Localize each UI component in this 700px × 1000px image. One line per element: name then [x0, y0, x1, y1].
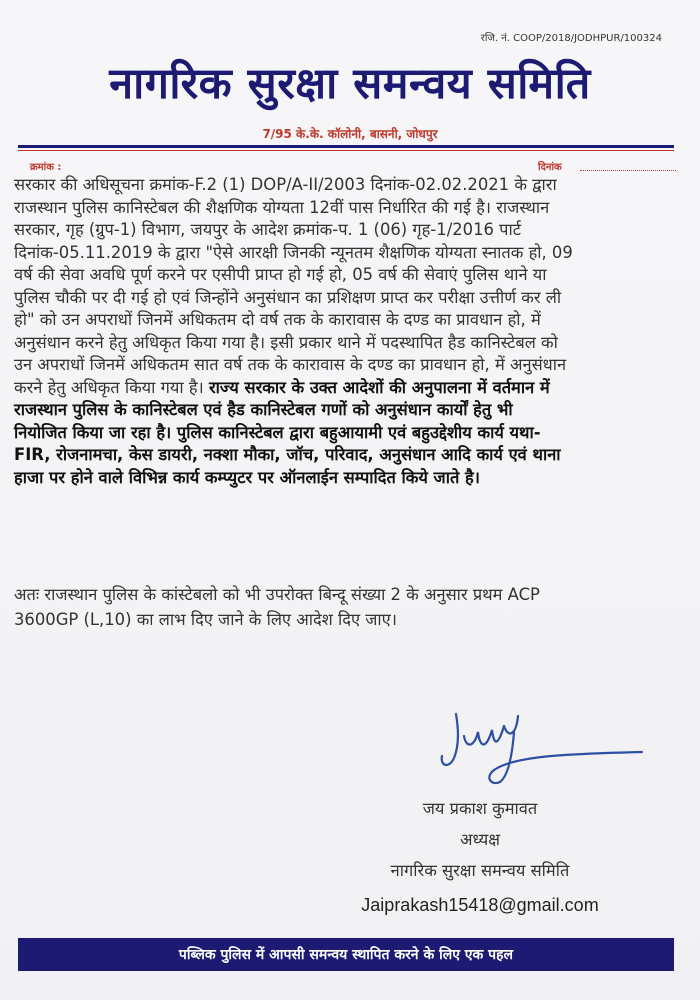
header-divider-thin	[18, 150, 674, 151]
body-line: अनुसंधान करने हेतु अधिकृत किया गया है। इसी प्रकार थाने में पदस्थापित हैड कानिस्टेबल को	[14, 332, 558, 352]
body-line: दिनांक-05.11.2019 के द्वारा "ऐसे आरक्षी जिनकी न्यूनतम शैक्षणिक योग्यता स्नातक हो, 09	[14, 242, 573, 262]
body-line-bold-part: राज्य सरकार के उक्त आदेशों की अनुपालना में वर्तमान में	[208, 377, 550, 397]
signatory-designation: अध्यक्ष	[460, 830, 500, 849]
organization-title: नागरिक सुरक्षा समन्वय समिति	[109, 59, 591, 109]
header-divider	[18, 145, 674, 148]
request-line: अतः राजस्थान पुलिस के कांस्टेबलो को भी उपरोक्त बिन्दू संख्या 2 के अनुसार प्रथम ACP	[14, 585, 540, 604]
body-line: हो" को उन अपराधों जिनमें अधिकतम दो वर्ष तक के कारावास के दण्ड का प्रावधान हो, में	[14, 310, 541, 329]
organization-address: 7/95 के.के. कॉलोनी, बासनी, जोधपुर	[262, 127, 438, 141]
registration-number: रजि. नं. COOP/2018/JODHPUR/100324	[480, 33, 662, 44]
signatory-name: जय प्रकाश कुमावत	[422, 799, 538, 818]
body-bold-line: नियोजित किया जा रहा है। पुलिस कानिस्टेबल द्वारा बहुआयामी एवं बहुउद्देशीय कार्य यथा-	[14, 422, 541, 442]
request-line: 3600GP (L,10) का लाभ दिए जाने के लिए आदेश दिए जाए।	[14, 610, 397, 629]
date-blank-line	[580, 170, 676, 171]
body-bold-line: राजस्थान पुलिस के कानिस्टेबल एवं हैड कानिस्टेबल गणों को अनुसंधान कार्यों हेतु भी	[14, 400, 513, 419]
handwritten-signature	[434, 696, 654, 786]
body-line-mixed	[14, 377, 682, 400]
signatory-organization: नागरिक सुरक्षा समन्वय समिति	[390, 861, 570, 880]
request-paragraph	[14, 582, 682, 632]
body-bold-line: हाजा पर होने वाले विभिन्न कार्य कम्प्युटर पर ऑनलाईन सम्पादित किये जाते है।	[14, 467, 480, 487]
date-label: दिनांक	[538, 162, 562, 173]
body-line: पुलिस चौकी पर दी गई हो एवं जिन्होंने अनुसंधान का प्रशिक्षण प्राप्त कर परीक्षा उत्तीर्ण कर ली	[14, 287, 562, 307]
letter-body	[14, 174, 682, 489]
footer-band	[18, 938, 674, 971]
body-line: वर्ष की सेवा अवधि पूर्ण करने पर एसीपी प्राप्त हो गई हो, 05 वर्ष की सेवाएं पुलिस थाने या	[14, 265, 547, 284]
body-line: राजस्थान पुलिस कानिस्टेबल की शैक्षणिक योग्यता 12वीं पास निर्धारित की गई है। राजस्थान	[14, 197, 550, 217]
footer-tagline: पब्लिक पुलिस में आपसी समन्वय स्थापित करने के लिए एक पहल	[178, 947, 514, 963]
signatory-email: Jaiprakash15418@gmail.com	[361, 895, 599, 915]
body-line: सरकार, गृह (ग्रुप-1) विभाग, जयपुर के आदेश क्रमांक-प. 1 (06) गृह-1/2016 पार्ट	[14, 220, 521, 239]
body-bold-line: FIR, रोजनामचा, केस डायरी, नक्शा मौका, जॉच, परिवाद, अनुसंधान आदि कार्य एवं थाना	[14, 445, 561, 464]
body-line: उन अपराधों जिनमें अधिकतम सात वर्ष तक के कारावास के दण्ड का प्रावधान हो, में अनुसंधान	[14, 355, 567, 374]
reference-number-label: क्रमांक :	[30, 162, 62, 173]
body-line-plain-part: करने हेतु अधिकृत किया गया है।	[14, 377, 209, 397]
signatory-block	[300, 793, 660, 886]
body-line: सरकार की अधिसूचना क्रमांक-F.2 (1) DOP/A-II/2003 दिनांक-02.02.2021 के द्वारा	[14, 175, 557, 194]
